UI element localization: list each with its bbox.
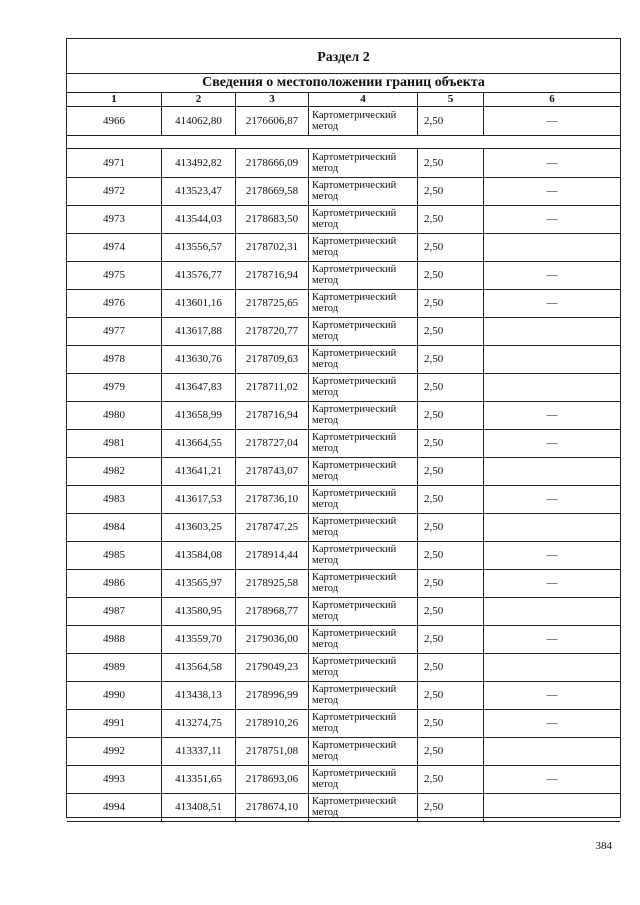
accuracy: 2,50 — [418, 457, 484, 485]
y-coordinate: 2178725,65 — [236, 289, 309, 317]
y-coordinate: 2178709,63 — [236, 345, 309, 373]
point-number: 4978 — [67, 345, 162, 373]
x-coordinate: 413337,11 — [162, 737, 236, 765]
note: — — [546, 269, 558, 281]
note — [484, 653, 620, 681]
note: — — [546, 115, 558, 127]
accuracy: 2,50 — [418, 625, 484, 653]
accuracy: 2,50 — [418, 513, 484, 541]
y-coordinate: 2178720,77 — [236, 317, 309, 345]
y-coordinate: 2179036,00 — [236, 625, 309, 653]
note: — — [546, 689, 558, 701]
table-row — [67, 513, 620, 542]
y-coordinate: 2178910,26 — [236, 709, 309, 737]
method: Картометрический метод — [309, 107, 418, 135]
table-row — [67, 793, 620, 822]
table-row — [67, 457, 620, 486]
x-coordinate: 414062,80 — [162, 107, 236, 135]
note — [484, 513, 620, 541]
x-coordinate: 413559,70 — [162, 625, 236, 653]
x-coordinate: 413584,08 — [162, 541, 236, 569]
x-coordinate: 413576,77 — [162, 261, 236, 289]
table-row — [67, 653, 620, 682]
point-number: 4991 — [67, 709, 162, 737]
x-coordinate: 413408,51 — [162, 793, 236, 821]
note: — — [546, 549, 558, 561]
note: — — [546, 493, 558, 505]
note — [484, 457, 620, 485]
x-coordinate: 413603,25 — [162, 513, 236, 541]
accuracy: 2,50 — [418, 541, 484, 569]
y-coordinate: 2178702,31 — [236, 233, 309, 261]
method: Картометрический метод — [309, 429, 418, 457]
method: Картометрический метод — [309, 485, 418, 513]
table-row — [67, 261, 620, 290]
method: Картометрический метод — [309, 513, 418, 541]
table-row — [67, 233, 620, 262]
note — [484, 345, 620, 373]
y-coordinate: 2178968,77 — [236, 597, 309, 625]
table-row — [67, 737, 620, 766]
y-coordinate: 2178669,58 — [236, 177, 309, 205]
section-title: Раздел 2 — [67, 39, 620, 74]
accuracy: 2,50 — [418, 429, 484, 457]
x-coordinate: 413647,83 — [162, 373, 236, 401]
accuracy: 2,50 — [418, 205, 484, 233]
method: Картометрический метод — [309, 373, 418, 401]
y-coordinate: 2176606,87 — [236, 107, 309, 135]
point-number: 4988 — [67, 625, 162, 653]
accuracy: 2,50 — [418, 149, 484, 177]
point-number: 4979 — [67, 373, 162, 401]
y-coordinate: 2178751,08 — [236, 737, 309, 765]
point-number: 4974 — [67, 233, 162, 261]
accuracy: 2,50 — [418, 765, 484, 793]
note: — — [546, 297, 558, 309]
point-number: 4994 — [67, 793, 162, 821]
boundary-table — [66, 38, 621, 818]
accuracy: 2,50 — [418, 233, 484, 261]
table-row — [67, 709, 620, 738]
method: Картометрический метод — [309, 541, 418, 569]
y-coordinate: 2178683,50 — [236, 205, 309, 233]
x-coordinate: 413544,03 — [162, 205, 236, 233]
accuracy: 2,50 — [418, 289, 484, 317]
point-number: 4984 — [67, 513, 162, 541]
x-coordinate: 413580,95 — [162, 597, 236, 625]
y-coordinate: 2178716,94 — [236, 261, 309, 289]
x-coordinate: 413630,76 — [162, 345, 236, 373]
y-coordinate: 2178736,10 — [236, 485, 309, 513]
y-coordinate: 2178747,25 — [236, 513, 309, 541]
y-coordinate: 2178666,09 — [236, 149, 309, 177]
note: — — [546, 773, 558, 785]
x-coordinate: 413641,21 — [162, 457, 236, 485]
method: Картометрический метод — [309, 625, 418, 653]
table-row — [67, 569, 620, 598]
accuracy: 2,50 — [418, 261, 484, 289]
x-coordinate: 413564,58 — [162, 653, 236, 681]
method: Картометрический метод — [309, 177, 418, 205]
method: Картометрический метод — [309, 793, 418, 821]
point-number: 4976 — [67, 289, 162, 317]
accuracy: 2,50 — [418, 485, 484, 513]
method: Картометрический метод — [309, 653, 418, 681]
note: — — [546, 157, 558, 169]
accuracy: 2,50 — [418, 317, 484, 345]
method: Картометрический метод — [309, 569, 418, 597]
note: — — [546, 577, 558, 589]
point-number: 4980 — [67, 401, 162, 429]
column-number-5: 5 — [418, 92, 484, 106]
point-number: 4975 — [67, 261, 162, 289]
x-coordinate: 413556,57 — [162, 233, 236, 261]
point-number: 4971 — [67, 149, 162, 177]
table-row — [67, 107, 620, 136]
note — [484, 793, 620, 821]
method: Картометрический метод — [309, 205, 418, 233]
point-number: 4982 — [67, 457, 162, 485]
note: — — [546, 409, 558, 421]
note: — — [546, 185, 558, 197]
note: — — [546, 633, 558, 645]
x-coordinate: 413523,47 — [162, 177, 236, 205]
accuracy: 2,50 — [418, 569, 484, 597]
column-number-2: 2 — [162, 92, 236, 106]
table-row — [67, 289, 620, 318]
note — [484, 317, 620, 345]
y-coordinate: 2178996,99 — [236, 681, 309, 709]
table-row — [67, 681, 620, 710]
table-row — [67, 205, 620, 234]
y-coordinate: 2178727,04 — [236, 429, 309, 457]
point-number: 4990 — [67, 681, 162, 709]
point-number: 4981 — [67, 429, 162, 457]
method: Картометрический метод — [309, 765, 418, 793]
y-coordinate: 2178674,10 — [236, 793, 309, 821]
method: Картометрический метод — [309, 709, 418, 737]
accuracy: 2,50 — [418, 107, 484, 135]
point-number: 4993 — [67, 765, 162, 793]
x-coordinate: 413658,99 — [162, 401, 236, 429]
point-number: 4992 — [67, 737, 162, 765]
row-gap — [67, 136, 620, 149]
x-coordinate: 413438,13 — [162, 681, 236, 709]
method: Картометрический метод — [309, 345, 418, 373]
point-number: 4973 — [67, 205, 162, 233]
column-number-1: 1 — [67, 92, 162, 106]
accuracy: 2,50 — [418, 401, 484, 429]
table-row — [67, 177, 620, 206]
method: Картометрический метод — [309, 261, 418, 289]
method: Картометрический метод — [309, 681, 418, 709]
table-row — [67, 401, 620, 430]
note: — — [546, 213, 558, 225]
method: Картометрический метод — [309, 457, 418, 485]
table-row — [67, 541, 620, 570]
accuracy: 2,50 — [418, 653, 484, 681]
point-number: 4987 — [67, 597, 162, 625]
accuracy: 2,50 — [418, 681, 484, 709]
point-number: 4983 — [67, 485, 162, 513]
note — [484, 233, 620, 261]
y-coordinate: 2178925,58 — [236, 569, 309, 597]
column-numbers-row — [67, 92, 620, 107]
accuracy: 2,50 — [418, 709, 484, 737]
accuracy: 2,50 — [418, 345, 484, 373]
column-number-3: 3 — [236, 92, 309, 106]
x-coordinate: 413617,88 — [162, 317, 236, 345]
point-number: 4972 — [67, 177, 162, 205]
x-coordinate: 413351,65 — [162, 765, 236, 793]
x-coordinate: 413664,55 — [162, 429, 236, 457]
method: Картометрический метод — [309, 289, 418, 317]
table-row — [67, 765, 620, 794]
table-row — [67, 373, 620, 402]
point-number: 4986 — [67, 569, 162, 597]
accuracy: 2,50 — [418, 793, 484, 821]
point-number: 4966 — [67, 107, 162, 135]
note: — — [546, 717, 558, 729]
method: Картометрический метод — [309, 597, 418, 625]
x-coordinate: 413274,75 — [162, 709, 236, 737]
point-number: 4985 — [67, 541, 162, 569]
column-number-6: 6 — [549, 93, 555, 105]
accuracy: 2,50 — [418, 373, 484, 401]
table-row — [67, 317, 620, 346]
accuracy: 2,50 — [418, 177, 484, 205]
y-coordinate: 2179049,23 — [236, 653, 309, 681]
table-row — [67, 485, 620, 514]
note — [484, 597, 620, 625]
x-coordinate: 413617,53 — [162, 485, 236, 513]
point-number: 4977 — [67, 317, 162, 345]
method: Картометрический метод — [309, 737, 418, 765]
y-coordinate: 2178711,02 — [236, 373, 309, 401]
table-subtitle: Сведения о местоположении границ объекта — [67, 73, 620, 93]
method: Картометрический метод — [309, 149, 418, 177]
note: — — [546, 437, 558, 449]
method: Картометрический метод — [309, 317, 418, 345]
method: Картометрический метод — [309, 401, 418, 429]
note — [484, 737, 620, 765]
table-row — [67, 597, 620, 626]
column-number-4: 4 — [309, 92, 418, 106]
table-row — [67, 149, 620, 178]
table-row — [67, 345, 620, 374]
y-coordinate: 2178693,06 — [236, 765, 309, 793]
x-coordinate: 413601,16 — [162, 289, 236, 317]
note — [484, 373, 620, 401]
table-row — [67, 429, 620, 458]
method: Картометрический метод — [309, 233, 418, 261]
accuracy: 2,50 — [418, 597, 484, 625]
x-coordinate: 413492,82 — [162, 149, 236, 177]
y-coordinate: 2178716,94 — [236, 401, 309, 429]
point-number: 4989 — [67, 653, 162, 681]
x-coordinate: 413565,97 — [162, 569, 236, 597]
page-number: 384 — [595, 840, 612, 852]
y-coordinate: 2178914,44 — [236, 541, 309, 569]
table-row — [67, 625, 620, 654]
y-coordinate: 2178743,07 — [236, 457, 309, 485]
accuracy: 2,50 — [418, 737, 484, 765]
